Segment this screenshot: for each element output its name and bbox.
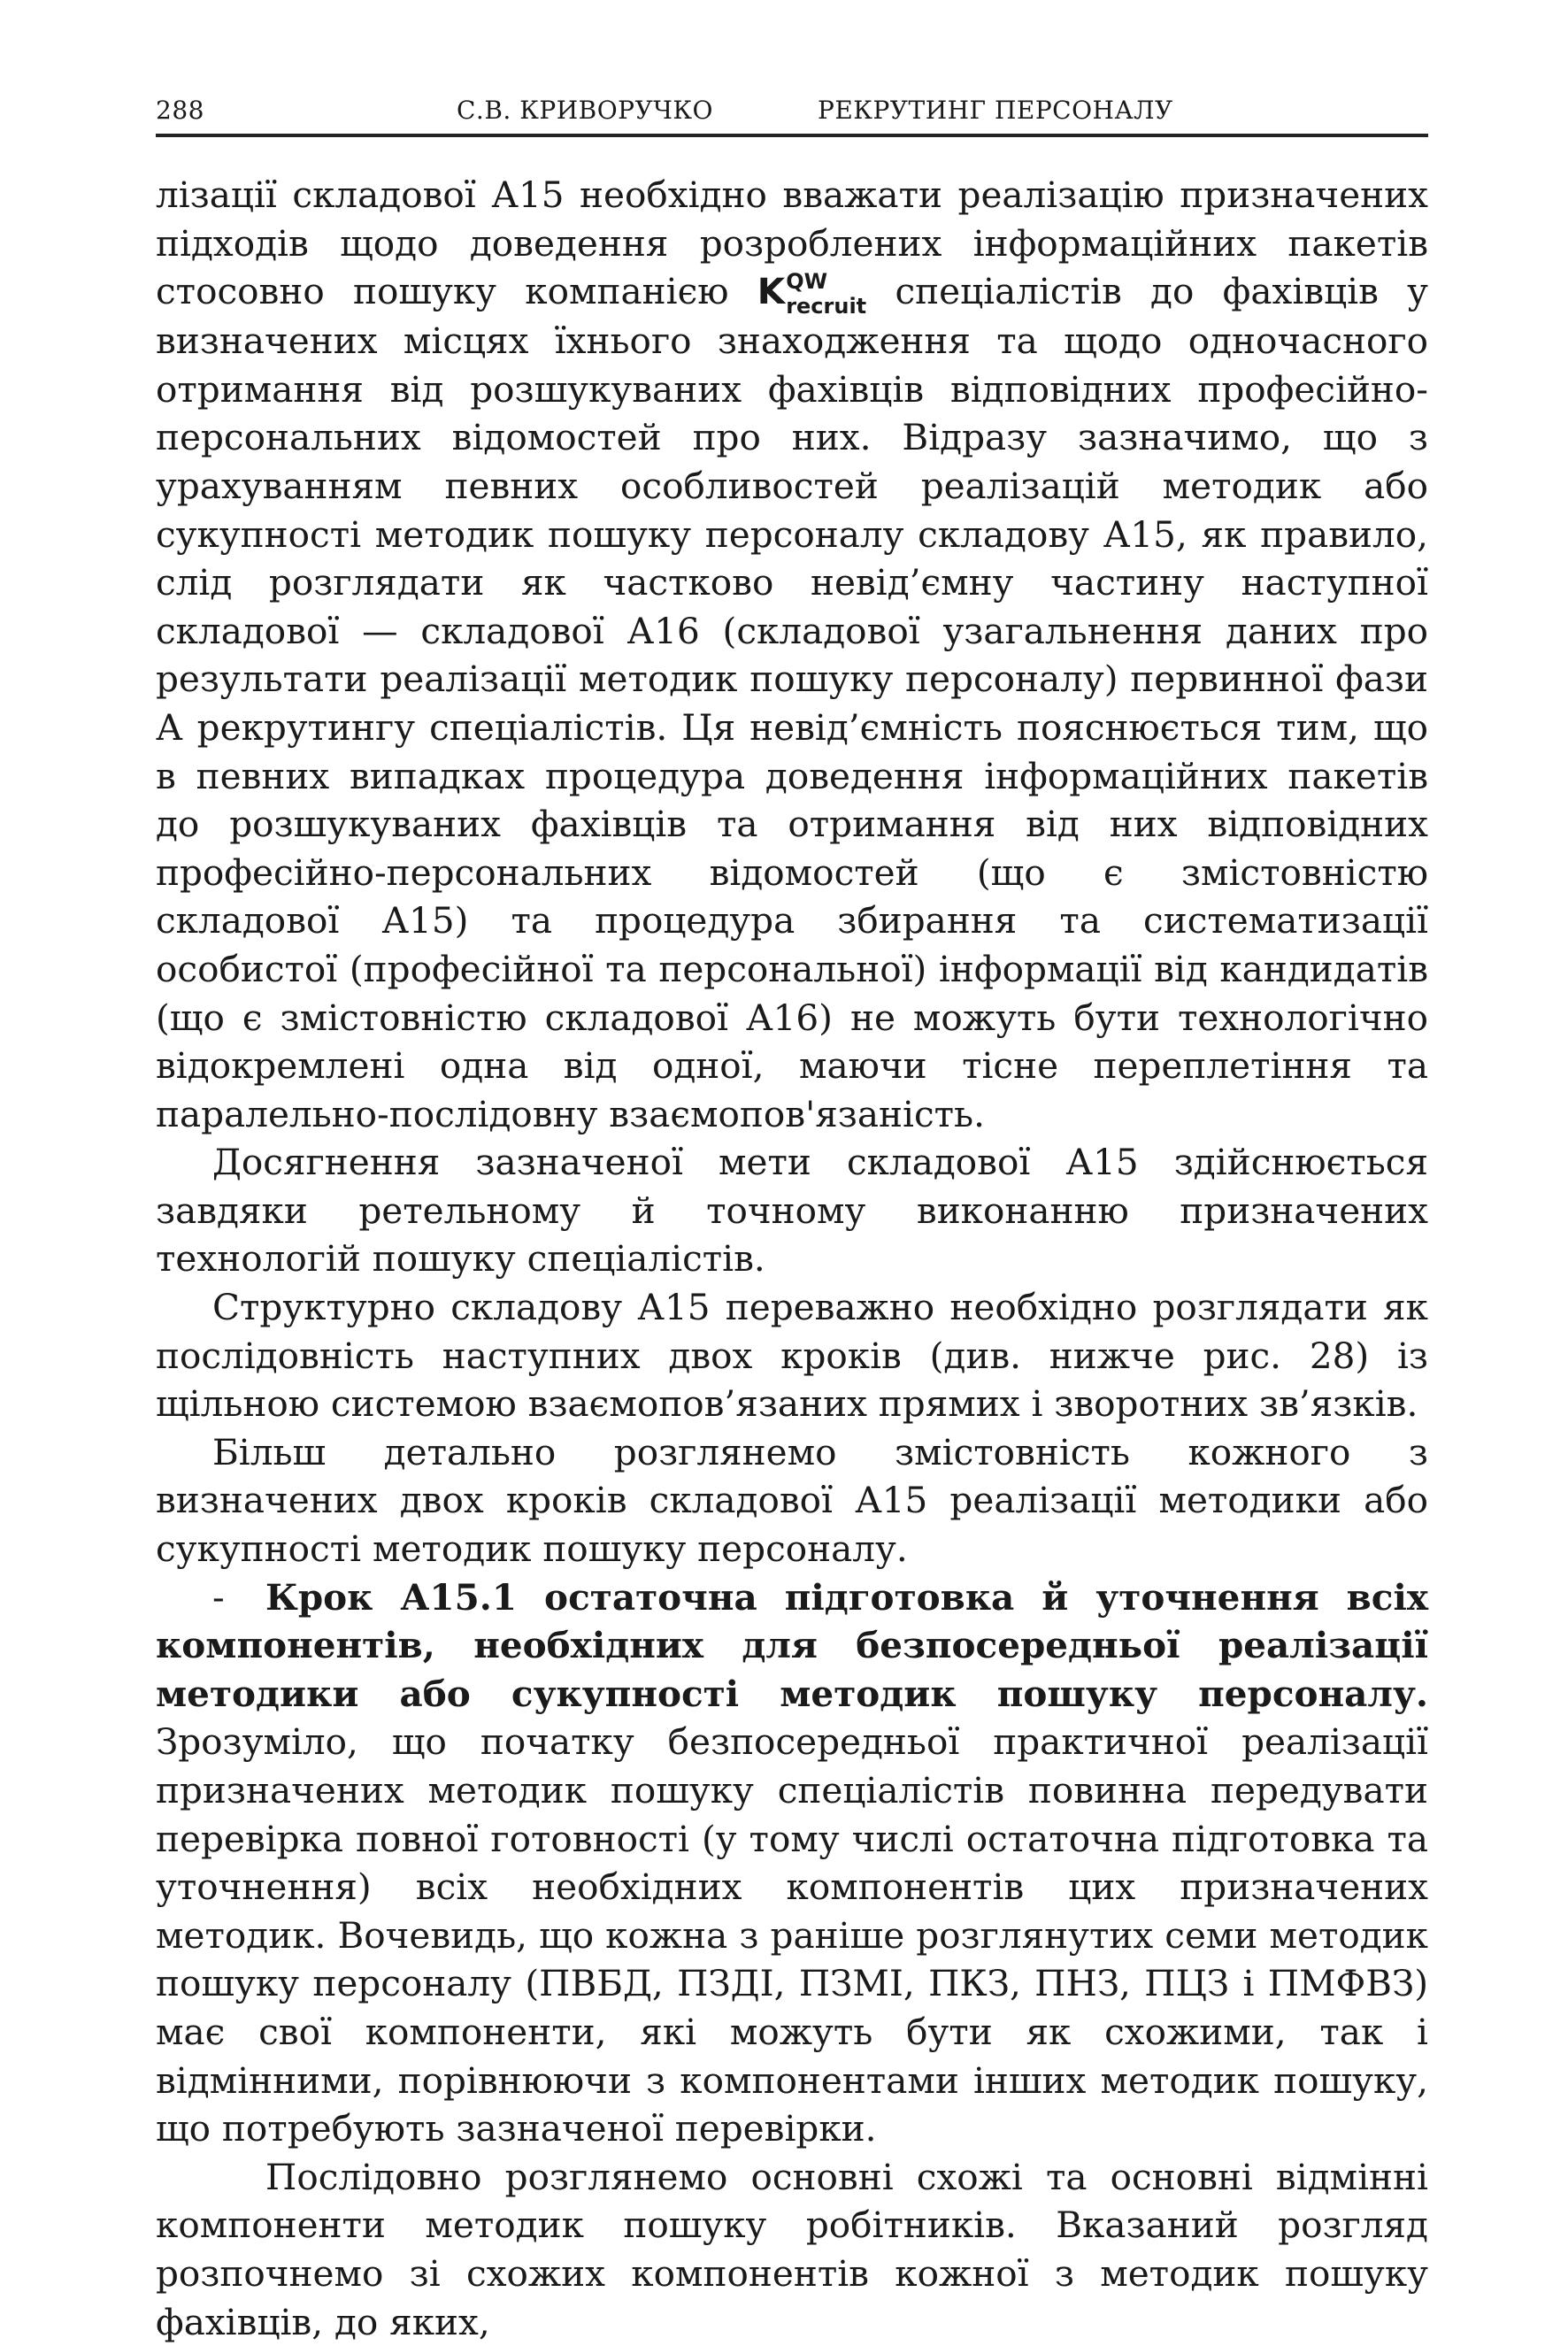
step-paragraph [156,1573,1428,2153]
header-book-title: РЕКРУТИНГ ПЕРСОНАЛУ [818,96,1173,125]
math-scripts [786,271,866,317]
running-header [156,96,1428,137]
math-subscript: recruit [786,294,867,319]
paragraph-continued [156,171,1428,1138]
math-superscript: QW [786,269,828,295]
paragraph: Досягнення зазначеної мети складової А15 здійснюється завдяки ретельному й точному виконанню призначених технологій пошуку спеціалістів. [156,1141,1428,1281]
list-dash: - [212,1575,225,1619]
paragraph: Більш детально розглянемо змістовність кожного з визначених двох кроків складової А15 реалізації методики або сукупності методик пошуку персоналу. [156,1430,1428,1571]
header-author: С.В. КРИВОРУЧКО [457,96,714,125]
step-heading: Крок А15.1 остаточна підготовка й уточнення всіх компонентів, необхідних для безпосередньої реалізації методики або сукупності методик пошуку персоналу. [156,1575,1428,1715]
book-page [156,96,1428,2346]
body-text [156,171,1428,2346]
math-symbol-base: K [757,270,786,313]
paragraph-text: Зрозуміло, що початку безпосередньої практичної реалізації призначених методик пошуку спеціалістів повинна передувати перевірка повної готовності (у тому числі остаточна підготовка та уточнення) всіх необхідних компонентів цих призначених методик. Вочевидь, що кожна з раніше розглянутих семи методик пошуку персоналу (ПВБД, ПЗДІ, ПЗМІ, ПКЗ, ПНЗ, ПЦЗ і ПМФВЗ) має свої компоненти, які можуть бути як схожими, так і відмінними, порівнюючи з компонентами інших методик пошуку, що потребують зазначеної перевірки. [156,1720,1428,2150]
paragraph-text: лізації складової А15 необхідно вважати реалізацію призначених підходів щодо доведення розроблених інформаційних пакетів стосовно пошуку компанією [156,173,1428,313]
math-symbol-k-recruit [757,269,867,319]
paragraph: Структурно складову А15 переважно необхідно розглядати як послідовність наступних двох кроків (див. нижче рис. 28) із щільною системою взаємопов’язаних прямих і зворотних зв’язків. [156,1286,1428,1426]
page-number: 288 [156,96,204,125]
paragraph: Послідовно розглянемо основні схожі та основні відмінні компоненти методик пошуку робітників. Вказаний розгляд розпочнемо зі схожих компонентів кожної з методик пошуку фахівців, до яких, [156,2155,1428,2343]
paragraph-text: спеціалістів до фахівців у визначених місцях їхнього знаходження та щодо одночасного отримання від розшукуваних фахівців відповідних професійно-персональних відомостей про них. Відразу зазначимо, що з урахуванням певних особливостей реалізацій методик або сукупності методик пошуку персоналу складову А15, як правило, слід розглядати як частково невід’ємну частину наступної складової — складової А16 (складової узагальнення даних про результати реалізації методик пошуку персоналу) первинної фази А рекрутингу спеціалістів. Ця невід’ємність пояснюється тим, що в певних випадках процедура доведення інформаційних пакетів до розшукуваних фахівців та отримання від них відповідних професійно-персональних відомостей (що є змістовністю складової А15) та процедура збирання та систематизації особистої (професійної та персональної) інформації від кандидатів (що є змістовністю складової А16) не можуть бути технологічно відокремлені одна від одної, маючи тісне переплетіння та паралельно-послідовну взаємопов'язаність. [156,270,1428,1135]
